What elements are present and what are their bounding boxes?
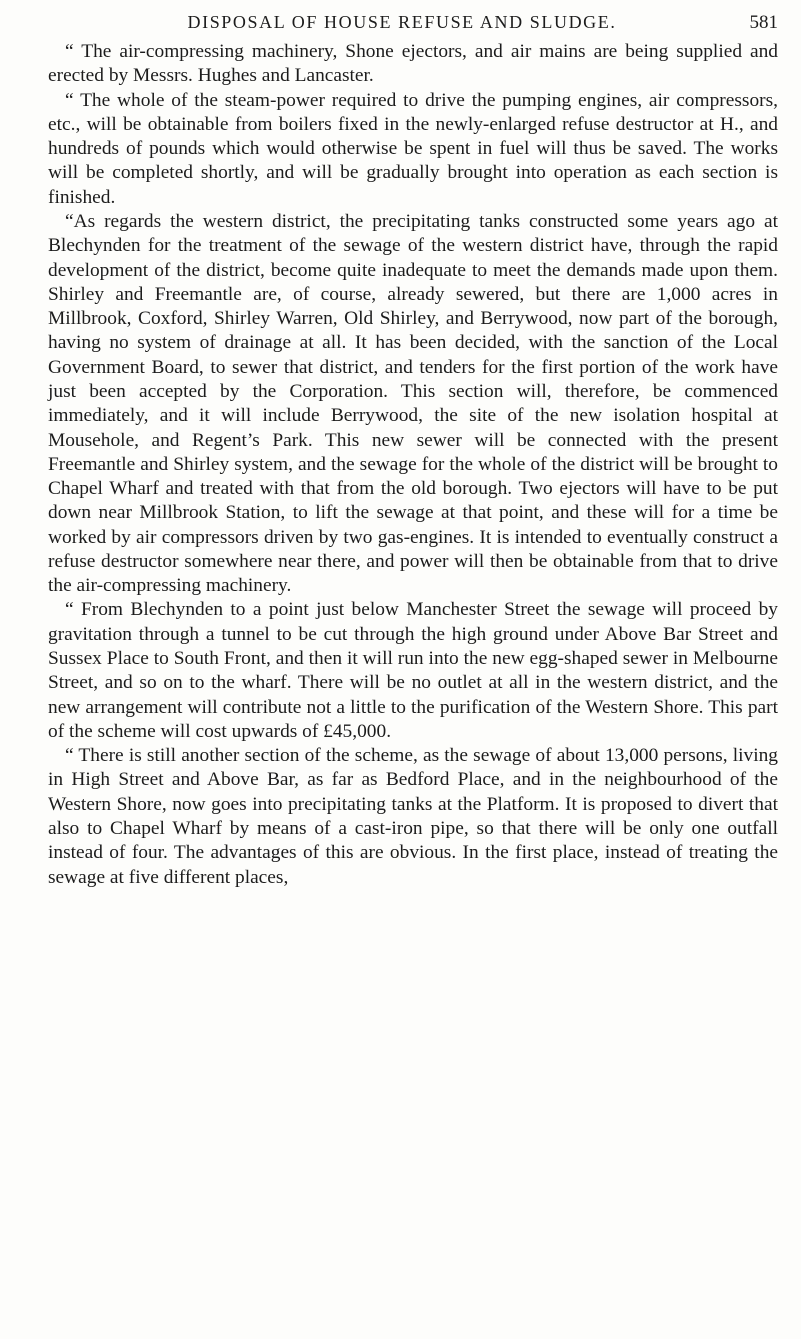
paragraph-5: “ There is still another section of the scheme, as the sewage of about 13,000 persons, living in High Street and Above Bar, as far as Bedford Place, and in the neighbourhood of the Western Shore, now goes into precipitating tanks at the Platform. It is proposed to divert that also to Chapel Wharf by means of a cast-iron pipe, so that there will be only one outfall instead of four. The advantages of this are obvious. In the first place, instead of treating the sewage at five different places, [48, 745, 778, 888]
paragraph-1: “ The air-compressing machinery, Shone ejectors, and air mains are being supplied and erected by Messrs. Hughes and Lancaster. [48, 41, 778, 87]
page-header [26, 12, 778, 42]
running-title: DISPOSAL OF HOUSE REFUSE AND SLUDGE. [187, 12, 617, 32]
paragraph-3: “As regards the western district, the precipitating tanks constructed some years ago at Blechynden for the treatment of the sewage of the western district have, through the rapid development of the district, become quite inadequate to meet the demands made upon them. Shirley and Freemantle are, of course, already sewered, but there are 1,000 acres in Millbrook, Coxford, Shirley Warren, Old Shirley, and Berrywood, now part of the borough, having no system of drainage at all. It has been decided, with the sanction of the Local Government Board, to sewer that district, and tenders for the first portion of the work have just been accepted by the Corporation. This section will, therefore, be commenced immediately, and it will include Berrywood, the site of the new isolation hospital at Mousehole, and Regent’s Park. This new sewer will be connected with the present Freemantle and Shirley system, and the sewage for the whole of the district will be brought to Chapel Wharf and treated with that from the old borough. Two ejectors will have to be put down near Millbrook Station, to lift the sewage at that point, and these will for a time be worked by air compressors driven by two gas-engines. It is intended to eventually construct a refuse destructor somewhere near there, and power will then be obtainable from that to drive the air-compressing machinery. [48, 210, 778, 597]
paragraph-2: “ The whole of the steam-power required to drive the pumping engines, air compressors, etc., will be obtainable from boilers fixed in the newly-enlarged refuse destructor at H., and hundreds of pounds which would otherwise be spent in fuel will thus be saved. The works will be completed shortly, and will be gradually brought into operation as each section is finished. [48, 89, 778, 208]
page-number: 581 [749, 12, 778, 33]
body-text [48, 40, 778, 890]
paragraph-4: “ From Blechynden to a point just below Manchester Street the sewage will proceed by gravitation through a tunnel to be cut through the high ground under Above Bar Street and Sussex Place to South Front, and then it will run into the new egg-shaped sewer in Melbourne Street, and so on to the wharf. There will be no outlet at all in the western district, and the new arrangement will contribute not a little to the purification of the Western Shore. This part of the scheme will cost upwards of £45,000. [48, 599, 778, 742]
